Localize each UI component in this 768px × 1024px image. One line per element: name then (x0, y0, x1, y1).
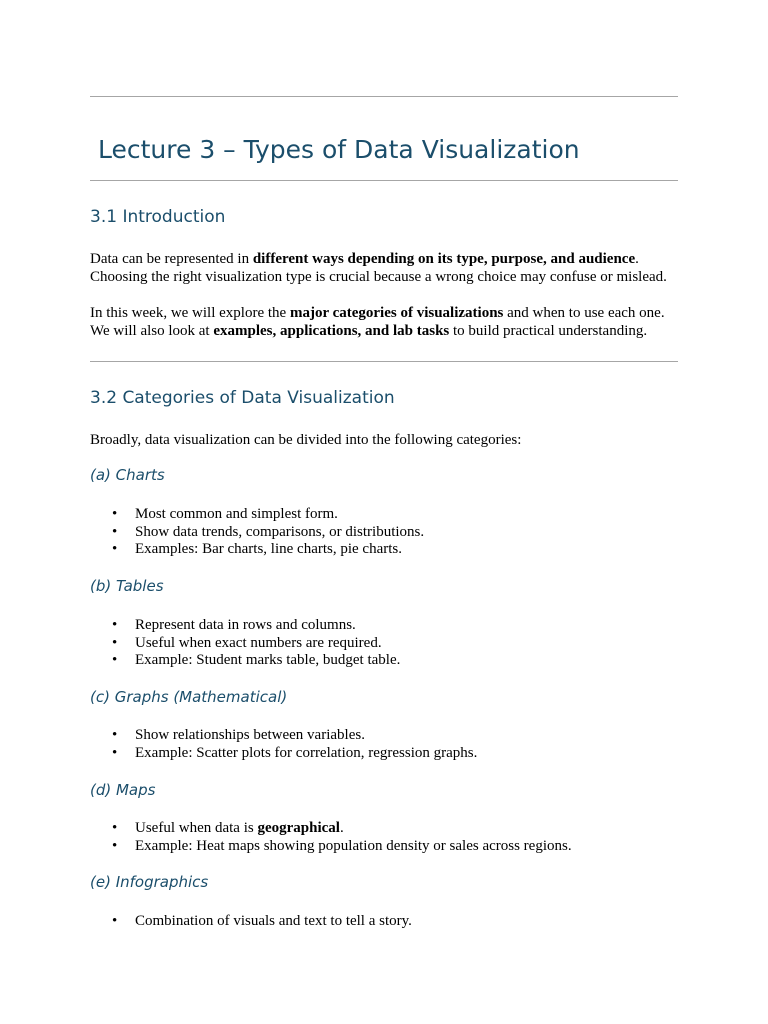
list-item (90, 913, 412, 931)
list-item-text: Useful when exact numbers are required. (135, 634, 382, 651)
list-item-text: Show data trends, comparisons, or distributions. (135, 523, 425, 540)
bullet-icon: • (112, 727, 118, 743)
intro-heading: 3.1 Introduction (90, 207, 226, 227)
list-item-text: Most common and simplest form. (135, 506, 338, 522)
charts-list (90, 506, 424, 559)
bullet-icon: • (112, 634, 118, 651)
intro-p1-line2: Choosing the right visualization type is crucial because a wrong choice may confuse or mislead. (90, 269, 667, 285)
list-item (90, 524, 424, 542)
bullet-icon: • (112, 652, 118, 669)
intro-p1-bold: different ways depending on its type, purpose, and audience (252, 251, 636, 267)
bullet-icon: • (112, 820, 118, 836)
bullet-icon: • (112, 617, 118, 633)
list-item-text: Example: Student marks table, budget table. (135, 652, 401, 669)
bullet-icon: • (112, 506, 118, 522)
top-divider (90, 96, 678, 97)
charts-heading: (a) Charts (90, 466, 165, 484)
categories-lead: Broadly, data visualization can be divided into the following categories: (90, 432, 522, 448)
intro-p2-text-a: In this week, we will explore the (90, 305, 290, 321)
tables-list (90, 617, 400, 670)
list-item (90, 617, 400, 635)
list-item (90, 506, 424, 524)
page-title: Lecture 3 – Types of Data Visualization (98, 135, 580, 164)
intro-p2-bold-1: major categories of visualizations (289, 305, 504, 321)
bullet-icon: • (112, 744, 118, 761)
categories-heading: 3.2 Categories of Data Visualization (90, 388, 395, 408)
intro-p1-text-a: Data can be represented in (90, 251, 253, 267)
graphs-heading: (c) Graphs (Mathematical) (90, 688, 288, 706)
list-item-text: Show relationships between variables. (135, 727, 365, 743)
list-item (90, 838, 572, 856)
infographics-list (90, 913, 412, 931)
list-item (90, 541, 424, 559)
intro-p2-bold-2: examples, applications, and lab tasks (213, 323, 450, 339)
list-item-text: Examples: Bar charts, line charts, pie charts. (135, 541, 402, 558)
infographics-heading: (e) Infographics (90, 873, 209, 891)
bullet-icon: • (112, 913, 118, 929)
list-item-text: Example: Scatter plots for correlation, regression graphs. (135, 744, 478, 761)
list-item-text: Combination of visuals and text to tell a story. (135, 913, 412, 929)
intro-p2-text-c: and when to use each one. (503, 305, 665, 321)
intro-p2-text-d: We will also look at (90, 323, 214, 339)
list-item (90, 820, 572, 838)
list-item-text: Represent data in rows and columns. (135, 617, 356, 633)
list-item-bold: geographical (257, 820, 340, 836)
bullet-icon: • (112, 837, 118, 854)
list-item (90, 727, 477, 745)
list-item (90, 745, 477, 763)
maps-heading: (d) Maps (90, 781, 156, 799)
list-item-text: Useful when data is (135, 820, 258, 836)
intro-paragraph-2 (90, 304, 665, 340)
graphs-list (90, 727, 477, 762)
tables-heading: (b) Tables (90, 577, 164, 595)
bullet-icon: • (112, 523, 118, 540)
maps-list (90, 820, 572, 855)
intro-p1-text-c: . (635, 251, 639, 267)
intro-p2-text-f: to build practical understanding. (449, 323, 648, 339)
title-divider (90, 180, 678, 181)
list-item (90, 652, 400, 670)
list-item-text: Example: Heat maps showing population density or sales across regions. (135, 837, 572, 854)
intro-paragraph-1 (90, 250, 667, 286)
bullet-icon: • (112, 541, 118, 558)
section-divider (90, 361, 678, 362)
list-item (90, 635, 400, 653)
list-item-text: . (339, 820, 344, 836)
